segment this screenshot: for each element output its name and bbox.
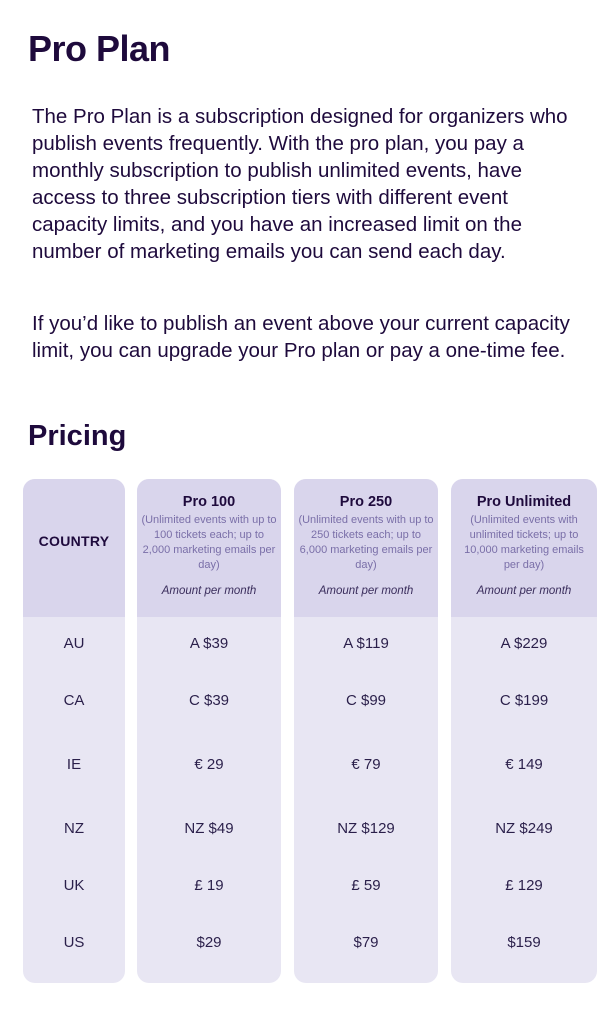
price-cell: C $99	[345, 692, 387, 709]
price-cell: NZ $249	[495, 820, 553, 837]
plan-column-pro-unlimited	[451, 479, 597, 983]
country-cell: US	[63, 934, 85, 951]
amount-per-month-label: Amount per month	[161, 585, 257, 597]
plan-column-pro-250	[294, 479, 438, 983]
country-cell: AU	[63, 635, 85, 652]
plan-description: (Unlimited events with up to 100 tickets each; up to 2,000 marketing emails per day)	[141, 514, 277, 571]
price-cell: £ 129	[505, 877, 543, 894]
plan-column-header	[137, 479, 281, 617]
price-cell: £ 59	[351, 877, 381, 894]
country-cell: CA	[63, 692, 85, 709]
plan-name: Pro 100	[182, 494, 236, 510]
country-column	[23, 479, 125, 983]
intro-paragraph: The Pro Plan is a subscription designed for organizers who publish events frequently. With the pro plan, you pay a monthly subscription to publish unlimited events, have access to three subscription tiers with different event capacity limits, and you have an increased limit on the number of marketing emails you can send each day.	[32, 105, 568, 263]
price-cell: $79	[353, 934, 379, 951]
price-cell: A $229	[500, 635, 548, 652]
price-cell: $29	[196, 934, 222, 951]
price-cell: £ 19	[194, 877, 224, 894]
upgrade-paragraph: If you’d like to publish an event above your current capacity limit, you can upgrade your Pro plan or pay a one-time fee.	[32, 312, 570, 362]
price-cell: NZ $129	[337, 820, 395, 837]
country-cell: IE	[66, 756, 82, 773]
plan-column-pro-100	[137, 479, 281, 983]
page-title: Pro Plan	[28, 28, 171, 69]
price-cell: A $39	[189, 635, 229, 652]
price-cell: A $119	[343, 635, 389, 652]
price-cell: € 29	[194, 756, 224, 773]
price-cell: C $199	[499, 692, 549, 709]
amount-per-month-label: Amount per month	[476, 585, 572, 597]
price-cell: NZ $49	[184, 820, 234, 837]
amount-per-month-label: Amount per month	[318, 585, 414, 597]
price-cell: C $39	[188, 692, 230, 709]
plan-description: (Unlimited events with unlimited tickets; up to 10,000 marketing emails per day)	[464, 514, 584, 571]
price-cell: € 79	[351, 756, 381, 773]
country-cell: UK	[63, 877, 85, 894]
country-column-header	[23, 479, 125, 617]
country-cell: NZ	[64, 820, 84, 837]
country-header-label: COUNTRY	[38, 533, 110, 549]
plan-description: (Unlimited events with up to 250 tickets each; up to 6,000 marketing emails per day)	[298, 514, 434, 571]
price-cell: $159	[507, 934, 541, 951]
price-cell: € 149	[505, 756, 543, 773]
plan-column-header	[451, 479, 597, 617]
plan-name: Pro 250	[339, 494, 393, 510]
plan-name: Pro Unlimited	[476, 494, 572, 510]
plan-column-header	[294, 479, 438, 617]
pricing-heading: Pricing	[28, 420, 127, 452]
